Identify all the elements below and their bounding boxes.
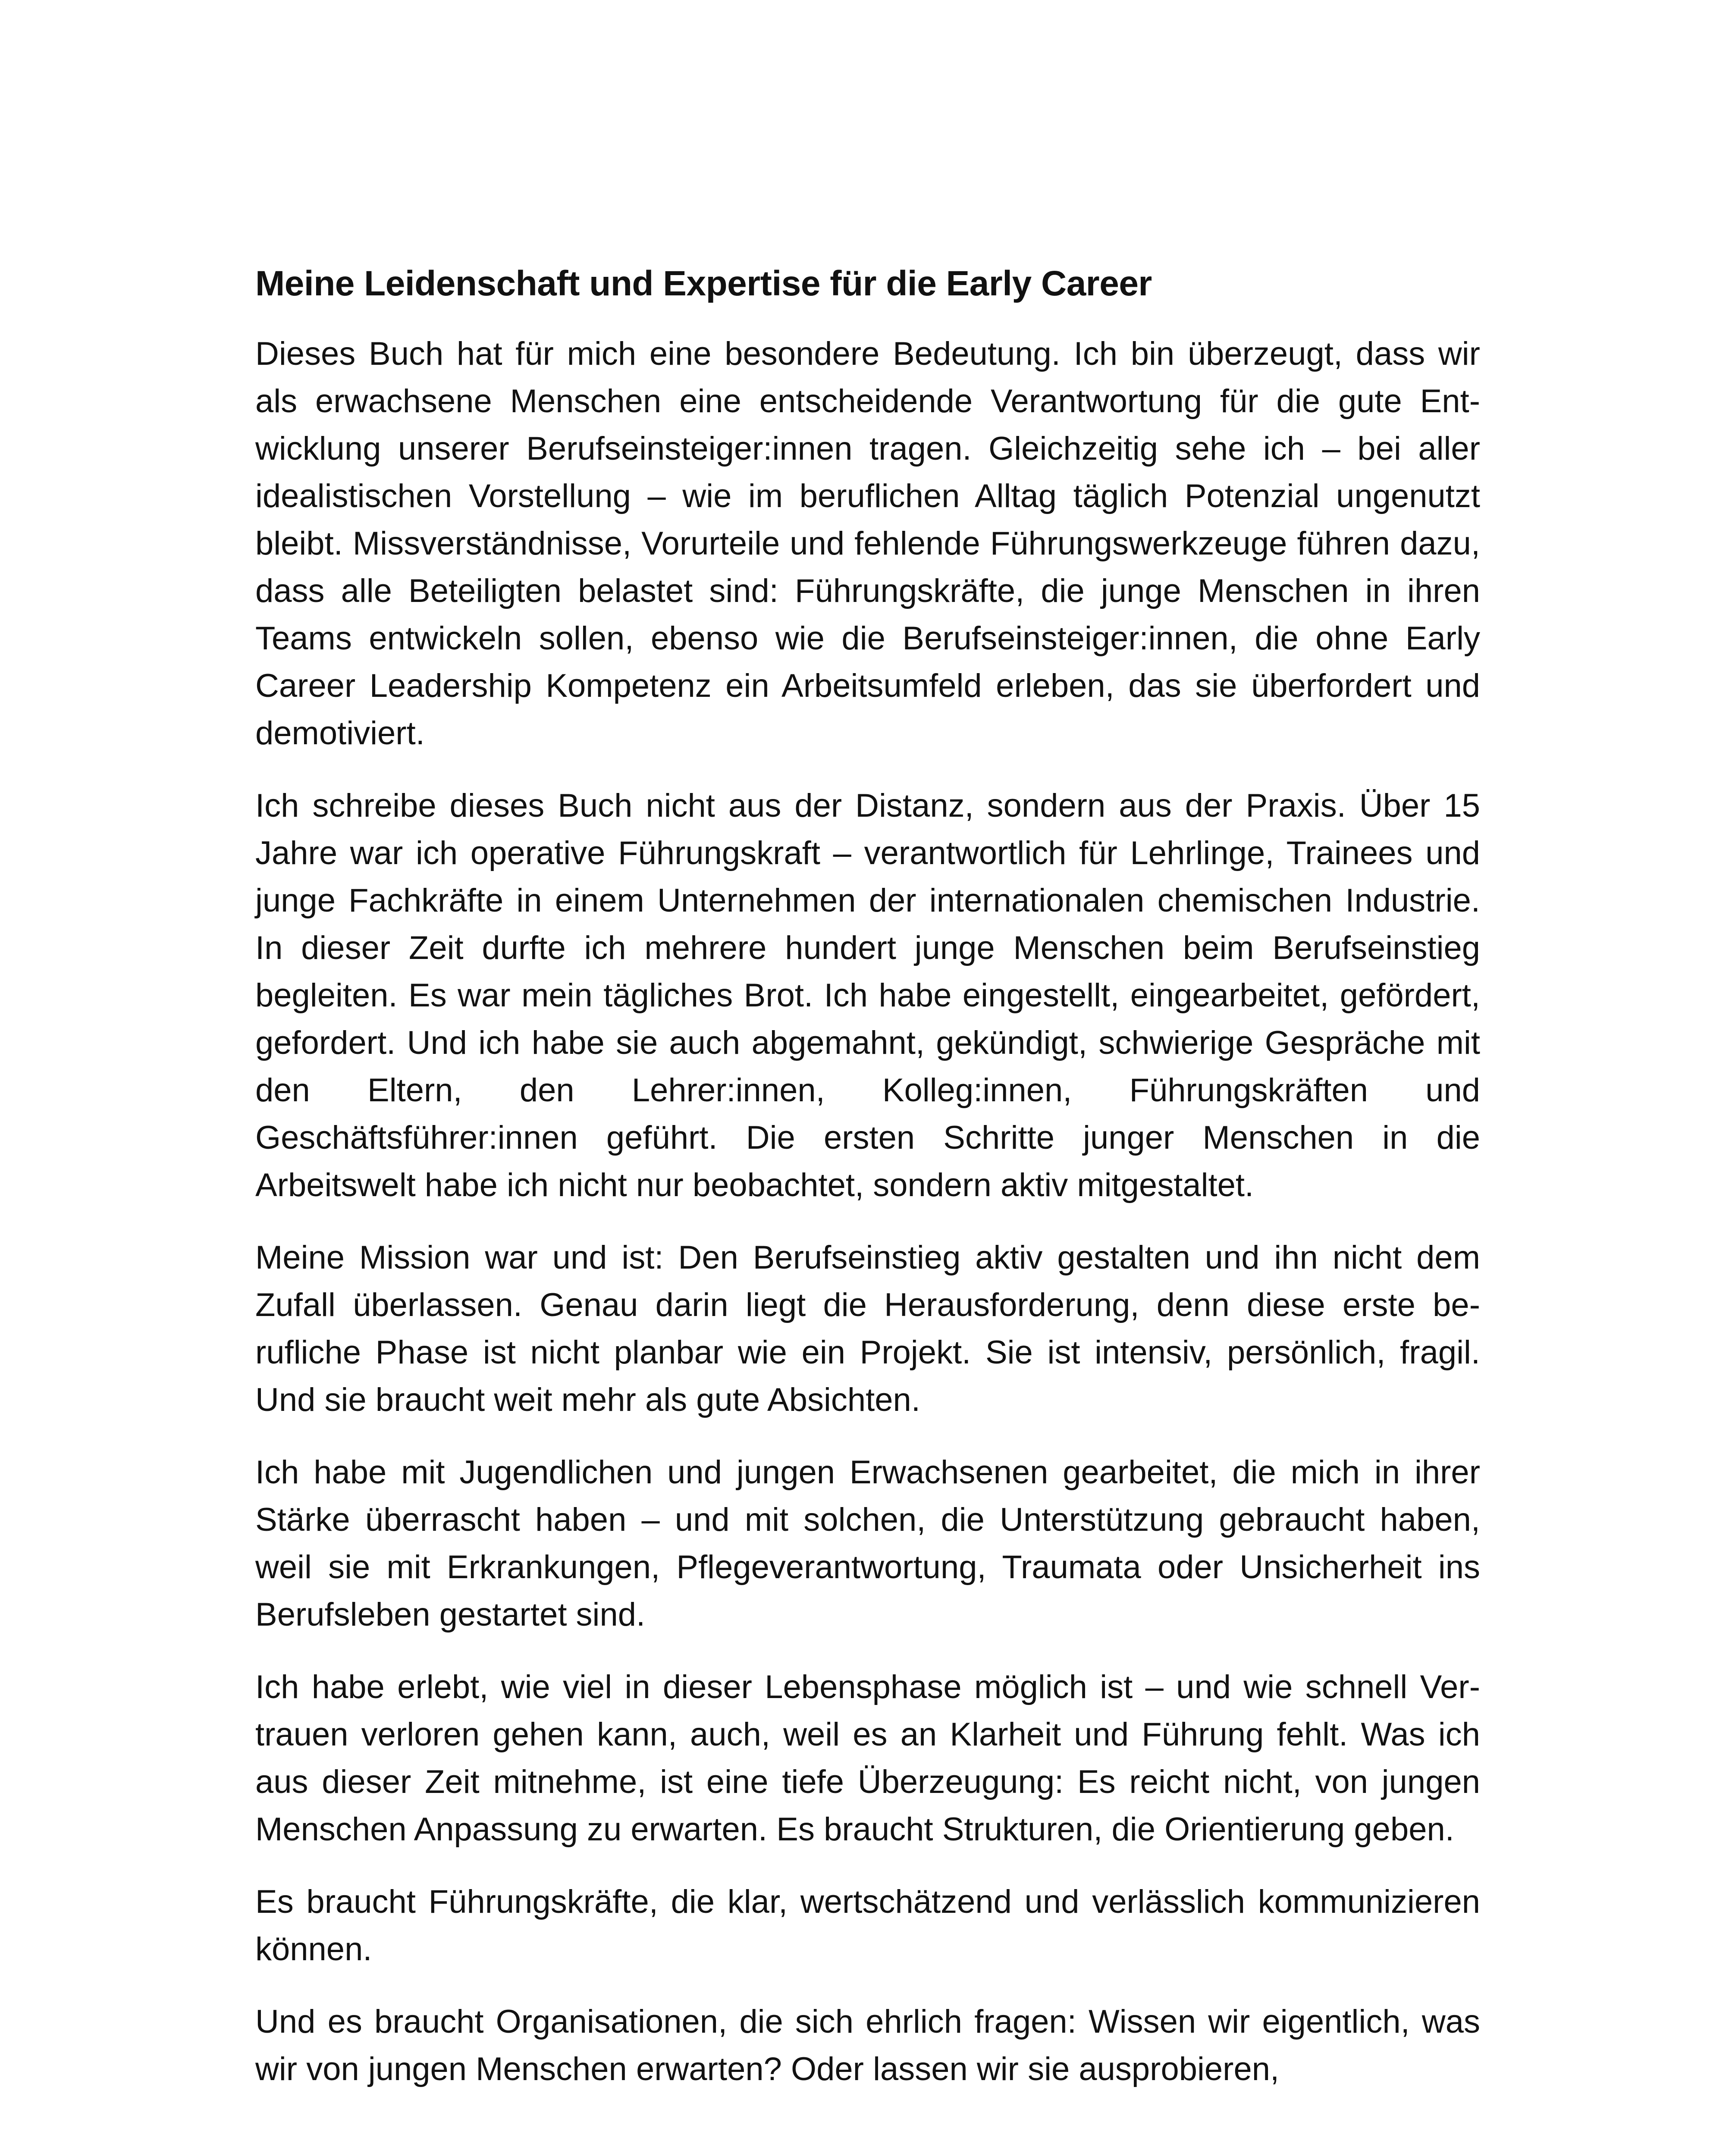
paragraph-4: Ich habe mit Jugendlichen und jungen Erwachsenen gearbeitet, die mich in ihrer Stärke überrascht haben – und mit solchen, die Unterstützung gebraucht haben, weil sie mit Erkrankungen, Pflegeverantwortung, Traumata oder Unsicherheit ins Berufsleben gestartet sind.	[255, 1454, 1480, 1633]
paragraph-7: Und es braucht Organisationen, die sich ehrlich fragen: Wissen wir eigentlich, was wir von jungen Menschen erwarten? Oder lassen wir sie ausprobieren,	[255, 2003, 1480, 2087]
section-heading: Meine Leidenschaft und Expertise für die Early Career	[255, 264, 1152, 303]
paragraph-3: Meine Mission war und ist: Den Berufseinstieg aktiv gestalten und ihn nicht dem Zufall überlassen. Genau darin liegt die Herausforderung, denn diese erste berufliche Phase ist nicht planbar wie ein Projekt. Sie ist intensiv, persönlich, fragil. Und sie braucht weit mehr als gute Absichten.	[255, 1239, 1480, 1418]
paragraph-5: Ich habe erlebt, wie viel in dieser Lebensphase möglich ist – und wie schnell Vertrauen verloren gehen kann, auch, weil es an Klarheit und Führung fehlt. Was ich aus dieser Zeit mitnehme, ist eine tiefe Überzeugung: Es reicht nicht, von jungen Menschen Anpassung zu erwarten. Es braucht Strukturen, die Orientierung geben.	[255, 1669, 1480, 1848]
paragraph-2: Ich schreibe dieses Buch nicht aus der Distanz, sondern aus der Praxis. Über 15 Jahre war ich operative Führungskraft – verantwortlich für Lehrlinge, Trainees und junge Fachkräfte in einem Unternehmen der internationalen chemischen Industrie. In dieser Zeit durfte ich mehrere hundert junge Menschen beim Berufseinstieg begleiten. Es war mein tägliches Brot. Ich habe eingestellt, eingearbeitet, gefördert, gefordert. Und ich habe sie auch abgemahnt, gekündigt, schwierige Gespräche mit den Eltern, den Lehrer:innen, Kolleg:innen, Führungskräften und Geschäftsführer:innen geführt. Die ersten Schritte junger Menschen in die Arbeitswelt habe ich nicht nur beobachtet, sondern aktiv mitgestaltet.	[255, 787, 1480, 1203]
paragraph-1: Dieses Buch hat für mich eine besondere Bedeutung. Ich bin überzeugt, dass wir als erwachsene Menschen eine entscheidende Verantwortung für die gute Entwicklung unserer Berufseinsteiger:innen tragen. Gleichzeitig sehe ich – bei aller idealistischen Vorstellung – wie im beruflichen Alltag täglich Potenzial ungenutzt bleibt. Missverständnisse, Vorurteile und fehlende Führungswerkzeuge führen dazu, dass alle Beteiligten belastet sind: Führungskräfte, die junge Menschen in ihren Teams entwickeln sollen, ebenso wie die Berufseinsteiger:innen, die ohne Early Career Leadership Kompetenz ein Arbeitsumfeld erleben, das sie überfordert und demotiviert.	[255, 335, 1480, 752]
page-content	[255, 262, 1480, 2118]
paragraph-6: Es braucht Führungskräfte, die klar, wertschätzend und verlässlich kommunizieren können.	[255, 1883, 1480, 1968]
